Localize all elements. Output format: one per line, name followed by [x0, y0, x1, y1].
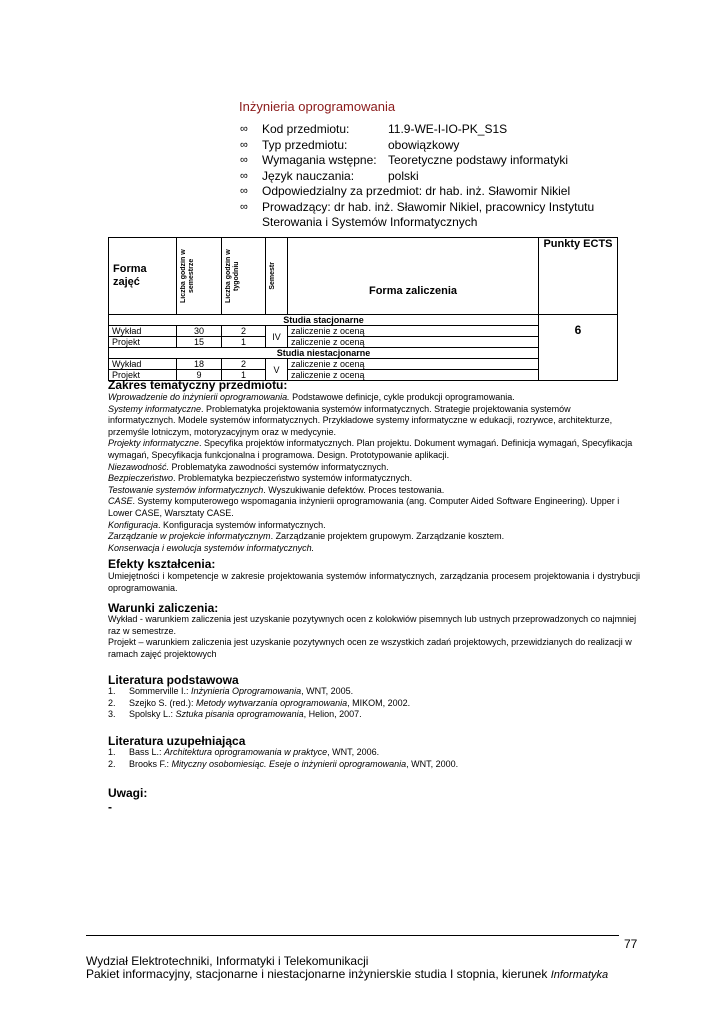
item-number: 1. [108, 686, 116, 696]
item-rest: , Helion, 2007. [303, 709, 362, 720]
list-item [108, 698, 640, 710]
zakres-item-title: Systemy informatyczne [108, 403, 202, 414]
row-week-hours: 1 [222, 370, 266, 381]
row-forma: Projekt [109, 337, 177, 348]
course-title: Inżynieria oprogramowania [239, 99, 396, 114]
infinity-bullet-icon: ∞ [240, 138, 248, 151]
zakres-item-title: Konfiguracja [108, 519, 159, 530]
zakres-item-text: Podstawowe definicje, cykle produkcji oprogramowania. [289, 392, 515, 402]
property-value: 11.9-WE-I-IO-PK_S1S [388, 122, 508, 136]
zakres-content [108, 392, 640, 554]
item-rest: , MIKOM, 2002. [347, 697, 411, 708]
zakres-item-text: . Zarządzanie projektem grupowym. Zarządzanie kosztem. [270, 531, 505, 542]
property-value: obowiązkowy [388, 137, 460, 152]
zakres-item-text: . Systemy komputerowego wspomagania inżynierii oprogramowania (ang. Computer Aided Software Engineering). Upper i Lower CASE, Warsztaty CASE. [108, 496, 620, 518]
footer-faculty: Wydział Elektrotechniki, Informatyki i Telekomunikacji [86, 954, 369, 968]
zakres-item [108, 404, 640, 439]
footer-package-text: Pakiet informacyjny, stacjonarne i niestacjonarne inżynierskie studia I stopnia, kierunek [86, 967, 551, 981]
infinity-bullet-icon: ∞ [240, 154, 248, 166]
property-value: polski [388, 168, 419, 183]
infinity-bullet-icon: ∞ [240, 185, 248, 197]
item-title: Mityczny osobomiesiąc. Eseje o inżynierii oprogramowania [171, 758, 407, 769]
zakres-item-text: Problematyka zawodności systemów informatycznych. [169, 461, 389, 472]
item-rest: , WNT, 2005. [301, 686, 354, 696]
list-item [108, 686, 640, 698]
section-stacjonarne: Studia stacjonarne [109, 315, 539, 326]
item-author: Brooks F.: [129, 758, 172, 769]
zakres-item-title: Konserwacja i ewolucja systemów informatycznych. [108, 542, 315, 553]
warunki-heading: Warunki zaliczenia: [108, 601, 219, 615]
row-week-hours: 2 [222, 359, 266, 370]
uwagi-text: - [108, 800, 112, 814]
zakres-item-title: Wprowadzenie do inżynierii oprogramowania. [108, 392, 290, 402]
zakres-heading: Zakres tematyczny przedmiotu: [108, 378, 288, 392]
item-rest: , WNT, 2000. [406, 758, 459, 769]
infinity-bullet-icon: ∞ [240, 200, 248, 213]
property-label: Odpowiedzialny za przedmiot: dr hab. inż. Sławomir Nikiel [262, 184, 571, 198]
item-number: 2. [108, 758, 116, 769]
footer-divider [86, 935, 619, 936]
item-title: Sztuka pisania oprogramowania [175, 709, 304, 720]
zakres-item-text: . Wyszukiwanie defektów. Proces testowania. [263, 484, 445, 495]
zakres-item-text: . Konfiguracja systemów informatycznych. [158, 519, 326, 530]
zakres-item-text: . Problematyka bezpieczeństwo systemów informatycznych. [173, 473, 413, 484]
section-niestacjonarne: Studia niestacjonarne [109, 348, 539, 359]
property-item [240, 200, 640, 231]
zakres-item-title: Zarządzanie w projekcie informatycznym [108, 531, 271, 542]
lit-uzupelniajaca-list [108, 747, 640, 770]
row-semestr: V [266, 359, 288, 381]
course-properties [240, 122, 640, 231]
zakres-item-title: Projekty informatyczne [108, 438, 200, 449]
zakres-item [108, 496, 640, 519]
infinity-bullet-icon: ∞ [240, 169, 248, 182]
row-week-hours: 2 [222, 326, 266, 337]
efekty-heading: Efekty kształcenia: [108, 557, 216, 571]
uwagi-heading: Uwagi: [108, 786, 148, 800]
lit-podstawowa-list [108, 686, 640, 721]
property-item [240, 184, 640, 200]
lit-uzupelniajaca-heading: Literatura uzupełniająca [108, 734, 246, 748]
row-zaliczenie: zaliczenie z oceną [288, 326, 539, 337]
warunki-projekt: Projekt – warunkiem zaliczenia jest uzyskanie pozytywnych ocen ze wszystkich zadań projektowych, przewidzianych do realizacji w ramach zajęć projektowych [108, 637, 632, 659]
property-label: Typ przedmiotu: [262, 137, 348, 152]
property-item [240, 122, 640, 138]
item-author: Sommerville I.: [129, 686, 192, 696]
list-item [108, 709, 640, 721]
zakres-item-title: Testowanie systemów informatycznych [108, 484, 264, 495]
zakres-item [108, 473, 640, 485]
row-zaliczenie: zaliczenie z oceną [288, 337, 539, 348]
row-sem-hours: 9 [177, 370, 222, 381]
header-ects: Punkty ECTS [539, 238, 618, 315]
property-label: Kod przedmiotu: [262, 122, 350, 136]
property-label: Prowadzący: dr hab. inż. Sławomir Nikiel, pracownicy Instytutu Sterowania i Systemów Informatycznych [262, 199, 595, 229]
zakres-item-text: . Problematyka projektowania systemów informatycznych. Strategie projektowania systemów informatycznych. Modele systemów informatycznych. Przykładowe systemy informatyczne w edukacji, rozrywce, architekturze, przemyśle lotniczym, motoryzacyjnym oraz w medycynie. [108, 403, 613, 437]
row-forma: Wykład [109, 359, 177, 370]
zakres-item [108, 485, 640, 497]
header-zaliczenie: Forma zaliczenia [288, 238, 539, 315]
property-value: Teoretyczne podstawy informatyki [388, 153, 569, 167]
property-item [240, 138, 640, 154]
zakres-item-title: Bezpieczeństwo [108, 473, 174, 484]
item-title: Metody wytwarzania oprogramowania [196, 697, 348, 708]
zakres-item [108, 520, 640, 532]
item-author: Spolsky L.: [129, 709, 176, 720]
header-week-hours: Liczba godzin w tygodniu [222, 238, 266, 315]
header-semestr: Semestr [266, 238, 288, 315]
row-semestr: IV [266, 326, 288, 348]
zakres-item [108, 543, 640, 555]
row-sem-hours: 15 [177, 337, 222, 348]
header-forma: Forma zajęć [109, 238, 177, 315]
row-forma: Projekt [109, 370, 177, 381]
row-zaliczenie: zaliczenie z oceną [288, 359, 539, 370]
item-number: 3. [108, 709, 116, 720]
zakres-item-text: . Specyfika projektów informatycznych. Plan projektu. Dokument wymagań. Definicja wymagań, Specyfikacja wymagań, Specyfikacja funkcjonalna i programowa. Design. Prototypowanie aplikacji. [108, 438, 633, 460]
zakres-item [108, 438, 640, 461]
list-item [108, 747, 640, 759]
zakres-item [108, 531, 640, 543]
zakres-item-title: CASE [108, 496, 133, 507]
page-number: 77 [624, 937, 638, 951]
efekty-text: Umiejętności i kompetencje w zakresie projektowania systemów informatycznych, zarządzania procesem projektowania i dystrybucji oprogramowania. [108, 571, 640, 593]
footer-package-field: Informatyka [550, 969, 609, 981]
zakres-item-title: Niezawodność. [108, 461, 170, 472]
course-forms-table [108, 237, 618, 381]
item-number: 1. [108, 747, 116, 757]
item-number: 2. [108, 697, 116, 708]
item-author: Szejko S. (red.): [129, 697, 197, 708]
zakres-item [108, 392, 640, 404]
row-forma: Wykład [109, 326, 177, 337]
row-week-hours: 1 [222, 337, 266, 348]
property-label: Wymagania wstępne: [262, 153, 377, 167]
lit-podstawowa-heading: Literatura podstawowa [108, 673, 239, 687]
footer-package [86, 967, 608, 981]
row-zaliczenie: zaliczenie z oceną [288, 370, 539, 381]
property-item [240, 169, 640, 185]
property-label: Język nauczania: [262, 168, 355, 183]
header-sem-hours: Liczba godzin w semestrze [177, 238, 222, 315]
property-item [240, 153, 640, 169]
ects-value: 6 [539, 315, 618, 381]
item-author: Bass L.: [129, 747, 165, 757]
item-title: Inżynieria Oprogramowania [191, 686, 302, 696]
warunki-content [108, 614, 640, 660]
infinity-bullet-icon: ∞ [240, 123, 248, 135]
item-rest: , WNT, 2006. [327, 747, 380, 757]
list-item [108, 759, 640, 771]
zakres-item [108, 462, 640, 474]
row-sem-hours: 30 [177, 326, 222, 337]
item-title: Architektura oprogramowania w praktyce [164, 747, 328, 757]
warunki-wyklad: Wykład - warunkiem zaliczenia jest uzyskanie pozytywnych ocen z kolokwiów pisemnych lub ustnych przeprowadzonych co najmniej raz w semestrze. [108, 614, 637, 636]
row-sem-hours: 18 [177, 359, 222, 370]
